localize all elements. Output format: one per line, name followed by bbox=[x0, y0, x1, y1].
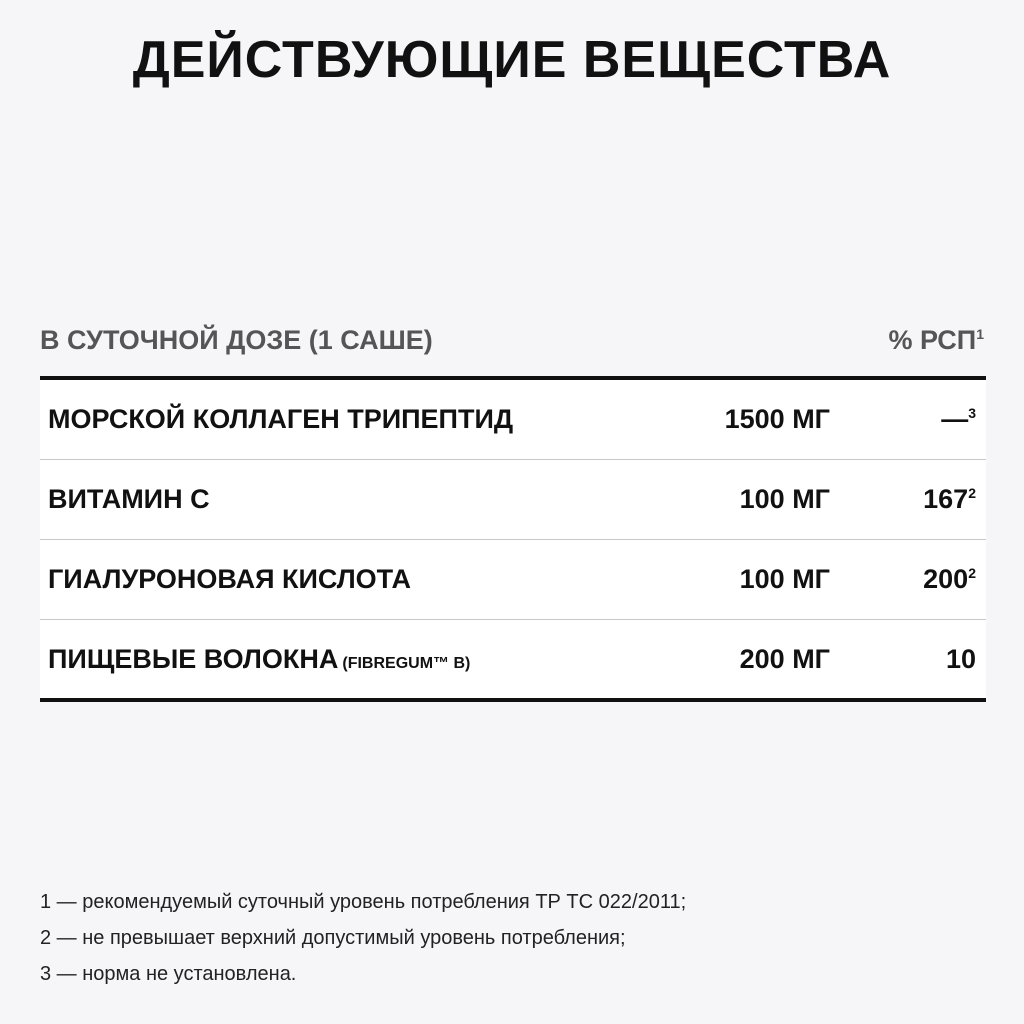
header-daily-dose-label: В СУТОЧНОЙ ДОЗЕ (1 САШЕ) bbox=[40, 324, 433, 355]
header-rsp-label: % РСП$^1$ bbox=[888, 324, 984, 355]
page-title: ДЕЙСТВУЮЩИЕ ВЕЩЕСТВА bbox=[132, 31, 892, 89]
table-row bbox=[40, 460, 986, 540]
table-row bbox=[40, 540, 986, 620]
footnote-1: 1 — рекомендуемый суточный уровень потребления ТР ТС 022/2011; bbox=[40, 891, 687, 913]
footnotes bbox=[40, 884, 984, 992]
ingredient-rsp: —$^3$ bbox=[941, 404, 976, 434]
ingredient-amount: 200 МГ bbox=[739, 643, 830, 674]
ingredient-name: МОРСКОЙ КОЛЛАГЕН ТРИПЕПТИД bbox=[48, 404, 514, 434]
ingredient-amount: 1500 МГ bbox=[724, 404, 830, 434]
header-rsp-footnote-mark: 1 bbox=[976, 325, 984, 342]
ingredient-note: (FIBREGUM™ B) bbox=[342, 654, 471, 672]
ingredient-rsp: $167^2$ bbox=[923, 484, 976, 514]
ingredient-name: ВИТАМИН С bbox=[48, 484, 210, 514]
table-header bbox=[40, 320, 984, 360]
table-row bbox=[40, 620, 986, 698]
ingredient-name: ПИЩЕВЫЕ ВОЛОКНА (FIBREGUM™ B) bbox=[48, 643, 471, 674]
ingredient-amount: 100 МГ bbox=[739, 564, 830, 594]
ingredient-rsp: 10 bbox=[945, 643, 976, 674]
footnote-3: 3 — норма не установлена. bbox=[40, 963, 297, 985]
footnote-2: 2 — не превышает верхний допустимый уровень потребления; bbox=[40, 927, 626, 949]
table-row bbox=[40, 380, 986, 460]
ingredient-name: ГИАЛУРОНОВАЯ КИСЛОТА bbox=[48, 564, 411, 594]
ingredient-rsp: $200^2$ bbox=[923, 564, 976, 594]
ingredient-amount: 100 МГ bbox=[739, 484, 830, 514]
ingredients-table bbox=[40, 376, 986, 702]
